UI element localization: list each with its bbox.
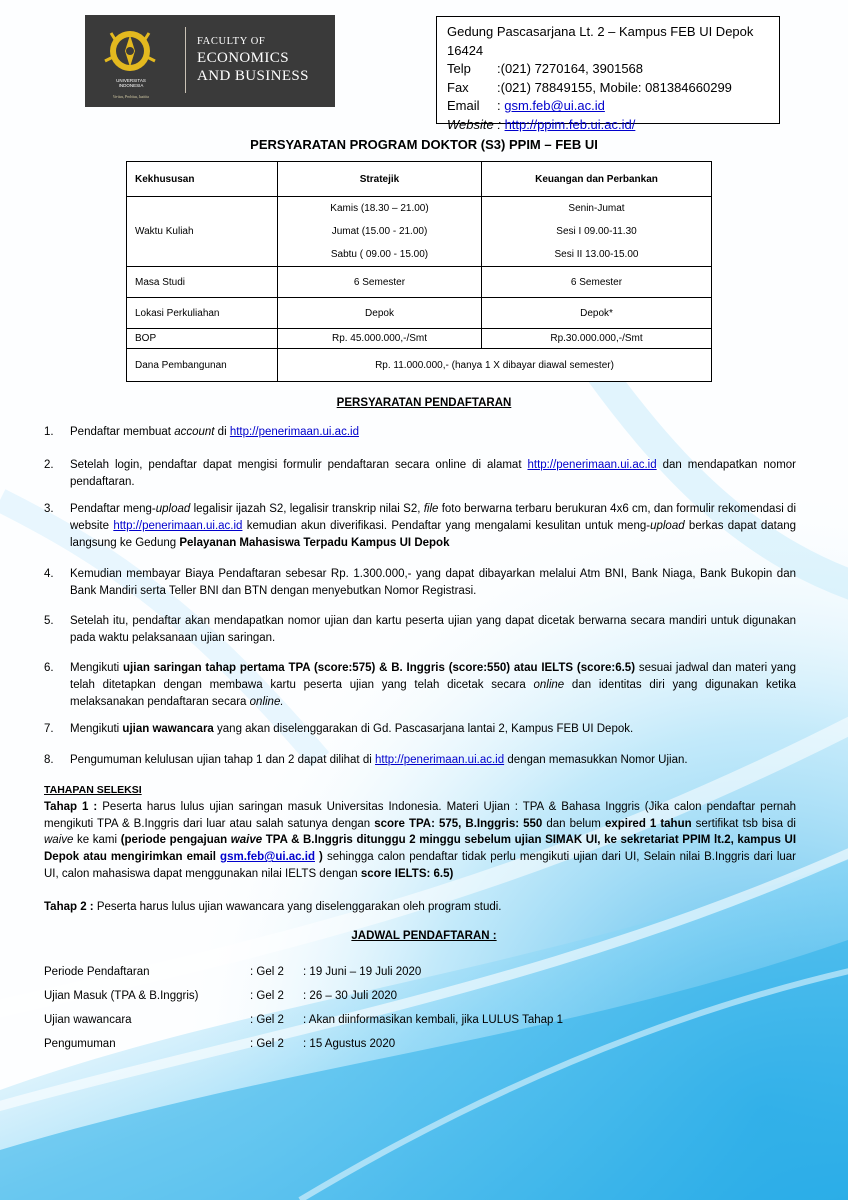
text-run: Tahap 1 : (44, 800, 98, 813)
penerimaan-link[interactable]: http://penerimaan.ui.ac.id (113, 519, 243, 532)
item-text: Setelah itu, pendaftar akan mendapatkan nomor ujian dan kartu peserta ujian yang dapat dicetak berwarna secara mandiri untuk digunakan pada waktu pelaksanaan ujian saringan. (70, 615, 796, 644)
list-item (44, 566, 796, 600)
text-run: dengan memasukkan Nomor Ujian. (504, 754, 688, 766)
tahap-1 (44, 799, 796, 883)
cell: Rp. 11.000.000,- (hanya 1 X dibayar diawal semester) (278, 349, 712, 382)
page-title: PERSYARATAN PROGRAM DOKTOR (S3) PPIM – FEB UI (250, 137, 598, 152)
text-run: sehingga calon pendaftar tidak perlu mengikuti ujian dari UI, Selain nilai B.Inggris dari luar UI, calon mahasiswa dapat menggunakan nilai IELTS dengan (44, 851, 796, 880)
tahapan-seleksi (44, 782, 796, 916)
stratejik-schedule (278, 197, 482, 267)
text-run: (periode pengajuan (120, 834, 231, 847)
item-text (70, 660, 796, 710)
schedule-line: Sesi II 13.00-15.00 (554, 249, 639, 260)
jadwal-row (44, 1038, 744, 1055)
schedule-line: Jumat (15.00 - 21.00) (331, 226, 428, 237)
cell: Depok* (482, 298, 712, 329)
contact-box (436, 16, 780, 132)
text-run: yang akan diselenggarakan di Gd. Pascasarjana lantai 2, Kampus FEB UI Depok. (213, 723, 634, 735)
university-motto: Veritas, Probitas, Iustitia (112, 95, 149, 99)
text-run: dan identitas diri yang digunakan ketika melaksanakan pendaftaran secara (70, 678, 796, 708)
penerimaan-link[interactable]: http://penerimaan.ui.ac.id (374, 754, 505, 766)
schedule-line: Sesi I 09.00-11.30 (556, 226, 637, 237)
text-run: account (174, 426, 215, 438)
penerimaan-link[interactable]: http://penerimaan.ui.ac.id (229, 426, 359, 438)
item-number: 7. (44, 723, 54, 735)
jadwal-row (44, 1014, 744, 1031)
header-cell: Keuangan dan Perbankan (482, 162, 712, 197)
cell: 6 Semester (278, 267, 482, 298)
text-run: file (423, 503, 439, 515)
tahap-2 (44, 899, 796, 916)
list-item (44, 501, 796, 551)
text-run: score IELTS: 6.5) (360, 867, 454, 880)
fax-label: Fax (447, 79, 469, 95)
program-table (126, 161, 712, 382)
faculty-name (197, 37, 309, 84)
faculty-line-3: AND BUSINESS (197, 67, 309, 84)
item-number: 3. (44, 503, 54, 515)
text-run: Tahap 2 : (44, 900, 94, 913)
telp-label: Telp (447, 61, 471, 77)
item-number: 6. (44, 662, 54, 674)
list-item (44, 613, 796, 647)
jadwal-label: Ujian wawancara (44, 1014, 132, 1026)
jadwal-label: Ujian Masuk (TPA & B.Inggris) (44, 990, 199, 1002)
text-run: ) (314, 851, 323, 864)
text-run: di (214, 426, 230, 438)
logo-divider (185, 27, 186, 93)
email-prefix: : (497, 98, 505, 114)
text-run: upload (155, 503, 191, 515)
text-run: Pengumuman kelulusan ujian tahap 1 dan 2 dapat dilihat di (70, 754, 375, 766)
email-link[interactable]: gsm.feb@ui.ac.id (220, 851, 315, 864)
table-row (127, 267, 712, 298)
item-number: 2. (44, 459, 54, 471)
fax-value: :(021) 78849155, Mobile: 081384660299 (497, 79, 732, 95)
text-run: ujian saringan tahap pertama TPA (score:575) & B. Inggris (score:550) atau IELTS (score:6.5) (123, 662, 636, 674)
list-item (44, 457, 796, 491)
contact-email (447, 97, 769, 116)
jadwal-label: Pengumuman (44, 1038, 116, 1050)
row-label: Masa Studi (127, 267, 278, 298)
item-text (70, 501, 796, 551)
text-run: Pendaftar meng- (70, 503, 156, 515)
jadwal-row (44, 990, 744, 1007)
table-row (127, 197, 712, 267)
text-run: ke kami (73, 834, 121, 847)
section-title-seleksi: TAHAPAN SELEKSI (44, 784, 142, 796)
item-number: 8. (44, 754, 54, 766)
text-run: waive (44, 834, 74, 847)
text-run: sertifikat tsb bisa di (691, 817, 796, 830)
jadwal-row (44, 966, 744, 983)
item-text (70, 721, 796, 738)
telp-value: :(021) 7270164, 3901568 (497, 61, 644, 77)
text-run: online (533, 678, 565, 691)
table-header-row (127, 162, 712, 197)
cell: Depok (278, 298, 482, 329)
cell: Rp.30.000.000,-/Smt (482, 329, 712, 349)
text-run: waive (230, 834, 263, 847)
schedule-line: Senin-Jumat (568, 203, 625, 214)
text-run: sesuai jadwal dan materi yang telah ditetapkan dengan membawa kartu peserta ujian yang telah dicetak secara (70, 662, 796, 691)
contact-fax (447, 79, 769, 98)
header-cell: Kekhususan (127, 162, 278, 197)
keuangan-schedule (482, 197, 712, 267)
jadwal-value: : Gel 2 : 15 Agustus 2020 (250, 1038, 396, 1050)
text-run: foto berwarna terbaru berukuran 4x6 cm, dan formulir rekomendasi di website (70, 503, 796, 532)
jadwal-value: : Gel 2 : 26 – 30 Juli 2020 (250, 990, 398, 1002)
list-item (44, 752, 796, 769)
text-run: Setelah login, pendaftar dapat mengisi formulir pendaftaran secara online di alamat (70, 459, 528, 471)
text-run: kemudian akun diverifikasi. Pendaftar yang mengalami kesulitan untuk meng- (242, 519, 651, 532)
faculty-line-2: ECONOMICS (197, 49, 289, 66)
text-run: Peserta harus lulus ujian saringan masuk Universitas Indonesia. Materi Ujian : TPA & Bahasa Inggris (Jika calon pendaftar pernah mengikuti TPA & B.Inggris dari luar atau salah satunya dengan (44, 800, 796, 830)
row-label: Dana Pembangunan (127, 349, 278, 382)
item-text (70, 457, 796, 491)
text-run: Pelayanan Mahasiswa Terpadu Kampus UI Depok (179, 536, 450, 549)
table-row (127, 329, 712, 349)
faculty-line-1: FACULTY OF (197, 36, 266, 47)
item-number: 4. (44, 568, 54, 580)
list-item (44, 721, 796, 738)
contact-address: Gedung Pascasarjana Lt. 2 – Kampus FEB UI Depok 16424 (447, 24, 754, 58)
header-cell: Stratejik (278, 162, 482, 197)
section-title-jadwal: JADWAL PENDAFTARAN : (351, 930, 497, 942)
website-label: Website : (447, 116, 505, 132)
section-title-pendaftaran: PERSYARATAN PENDAFTARAN (336, 397, 512, 409)
schedule-line: Sabtu ( 09.00 - 15.00) (330, 249, 429, 260)
text-run: Mengikuti (70, 662, 124, 674)
university-name: UNIVERSITAS INDONESIA (116, 78, 146, 88)
text-run: upload (650, 519, 685, 532)
cell: 6 Semester (482, 267, 712, 298)
website-link[interactable]: http://ppim.feb.ui.ac.id/ (504, 116, 636, 132)
text-run: legalisir ijazah S2, legalisir transkrip nilai S2, (190, 503, 424, 515)
feb-ui-logo (85, 15, 335, 107)
item-number: 5. (44, 615, 54, 627)
text-run: Mengikuti (70, 723, 123, 735)
text-run: dan belum (542, 817, 605, 830)
table-row (127, 298, 712, 329)
schedule-line: Kamis (18.30 – 21.00) (330, 203, 429, 214)
list-item (44, 424, 796, 441)
text-run: Pendaftar membuat (70, 426, 175, 438)
row-label: Waktu Kuliah (127, 197, 278, 267)
text-run: berkas dapat datang langsung ke Gedung (70, 519, 797, 549)
item-text (70, 424, 796, 441)
table-row (127, 349, 712, 382)
contact-website (447, 116, 769, 135)
email-label: Email (447, 98, 480, 114)
text-run: score TPA: 575, B.Inggris: 550 (374, 817, 543, 830)
contact-telp (447, 60, 769, 79)
email-link[interactable]: gsm.feb@ui.ac.id (504, 98, 605, 114)
jadwal-label: Periode Pendaftaran (44, 966, 150, 978)
penerimaan-link[interactable]: http://penerimaan.ui.ac.id (527, 459, 657, 471)
item-text: Kemudian membayar Biaya Pendaftaran sebesar Rp. 1.300.000,- yang dapat dibayarkan melalui Atm BNI, Bank Niaga, Bank Bukopin dan Bank Mandiri serta Teller BNI dan BTN dengan menyebutkan Nomor Registrasi. (70, 568, 796, 597)
text-run: expired 1 tahun (604, 817, 692, 830)
row-label: Lokasi Perkuliahan (127, 298, 278, 329)
text-run: TPA & B.Inggris ditunggu 2 minggu sebelum ujian SIMAK UI, ke sekretariat PPIM lt.2, kampus UI Depok atau mengirimkan email (44, 834, 797, 864)
cell: Rp. 45.000.000,-/Smt (278, 329, 482, 349)
jadwal-value: : Gel 2 : Akan diinformasikan kembali, jika LULUS Tahap 1 (250, 1014, 563, 1026)
item-number: 1. (44, 426, 54, 438)
list-item (44, 660, 796, 710)
row-label: BOP (127, 329, 278, 349)
text-run: online. (249, 695, 284, 708)
text-run: Peserta harus lulus ujian wawancara yang diselenggarakan oleh program studi. (93, 900, 502, 913)
jadwal-value: : Gel 2 : 19 Juni – 19 Juli 2020 (250, 966, 422, 978)
text-run: ujian wawancara (122, 723, 214, 735)
item-text (70, 752, 796, 769)
text-run: dan mendapatkan nomor pendaftaran. (70, 459, 797, 488)
